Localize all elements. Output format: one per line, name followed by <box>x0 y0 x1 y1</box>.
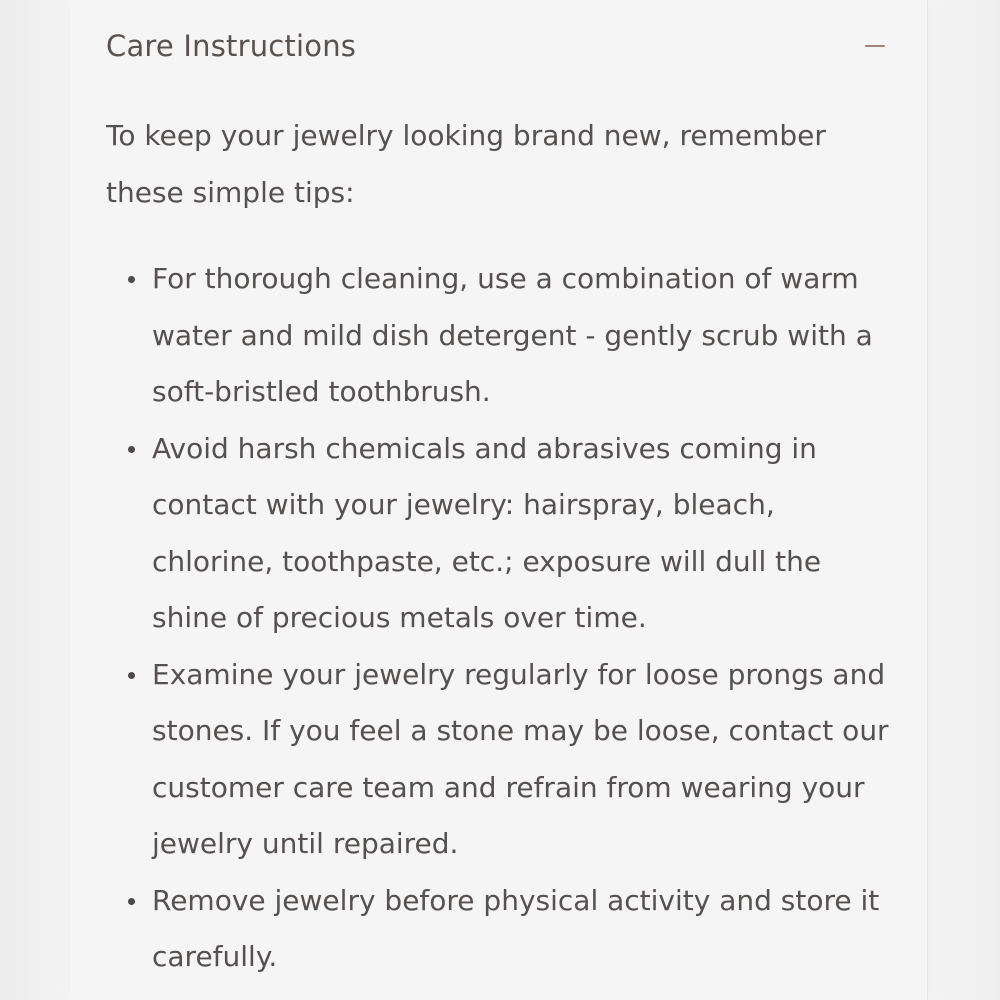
list-item <box>106 421 896 647</box>
intro-text: To keep your jewelry looking brand new, remember these simple tips: <box>106 119 826 209</box>
list-item <box>106 647 896 873</box>
list-item <box>106 873 896 986</box>
bullet-icon <box>128 276 135 283</box>
minus-icon[interactable] <box>865 36 885 56</box>
bullet-icon <box>128 898 135 905</box>
tip-text: Avoid harsh chemicals and abrasives coming in contact with your jewelry: hairspray, bleach, chlorine, toothpaste, etc.; exposure will dull the shine of precious metals over time. <box>152 431 822 634</box>
bullet-icon <box>128 672 135 679</box>
tip-text: Remove jewelry before physical activity and store it carefully. <box>152 883 880 973</box>
bullet-icon <box>128 446 135 453</box>
tip-text: Examine your jewelry regularly for loose prongs and stones. If you feel a stone may be loose, contact our customer care team and refrain from wearing your jewelry until repaired. <box>152 657 889 860</box>
care-instructions-header[interactable] <box>106 18 885 74</box>
tip-text: For thorough cleaning, use a combination of warm water and mild dish detergent - gently scrub with a soft-bristled toothbrush. <box>152 262 873 408</box>
accordion-title: Care Instructions <box>106 29 357 63</box>
list-item <box>106 251 896 421</box>
care-instructions-panel <box>70 0 928 1000</box>
accordion-content <box>106 108 896 986</box>
tips-list <box>106 251 896 986</box>
